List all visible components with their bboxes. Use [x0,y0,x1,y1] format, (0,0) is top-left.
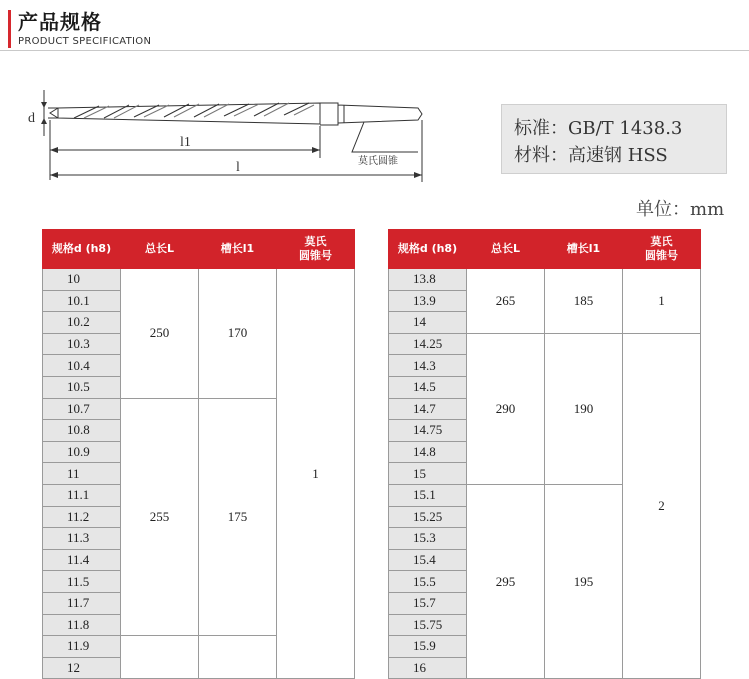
spec-table-left [42,229,355,679]
header-taper-line2: 圆锥号 [299,249,332,262]
diameter-cell: 15 [389,463,467,485]
header-total-length: 总长L [467,230,545,269]
standard-line: 标准：GB/T 1438.3 [514,118,683,139]
header-morse-taper [277,230,355,269]
header-morse-taper [623,230,701,269]
diameter-cell: 13.8 [389,269,467,291]
header-accent-bar [8,10,11,48]
page-header [0,0,749,52]
header-flute-length: 槽长l1 [545,230,623,269]
total-length-cell: 290 [467,333,545,484]
diameter-cell: 11.9 [43,636,121,658]
diameter-cell: 15.9 [389,636,467,658]
l-label: l [236,160,240,175]
diameter-cell: 10.2 [43,312,121,334]
diameter-cell: 14.8 [389,441,467,463]
header-divider [0,50,749,51]
diameter-cell: 14.25 [389,333,467,355]
diameter-cell: 15.1 [389,484,467,506]
total-length-cell: 250 [121,269,199,399]
diameter-cell: 11 [43,463,121,485]
flute-length-cell: 190 [545,333,623,484]
diameter-cell: 10.5 [43,376,121,398]
total-length-cell: 295 [467,484,545,678]
diameter-cell: 10.8 [43,420,121,442]
header-diameter: 规格d (h8) [389,230,467,269]
header-total-length: 总长L [121,230,199,269]
diameter-cell: 11.8 [43,614,121,636]
diameter-cell: 10.4 [43,355,121,377]
diameter-cell: 14.3 [389,355,467,377]
total-length-cell: 265 [467,269,545,334]
morse-taper-cell: 1 [623,269,701,334]
table-row [389,333,701,355]
diameter-cell: 12 [43,657,121,679]
diameter-cell: 14.7 [389,398,467,420]
diameter-cell: 15.75 [389,614,467,636]
header-flute-length: 槽长l1 [199,230,277,269]
flute-length-cell: 185 [545,269,623,334]
flute-length-cell: 170 [199,269,277,399]
unit-label: 单位：mm [636,199,725,220]
page-subtitle: PRODUCT SPECIFICATION [18,36,152,47]
diameter-cell: 13.9 [389,290,467,312]
taper-shank [320,103,422,125]
page-title: 产品规格 [18,10,102,34]
diameter-cell: 11.5 [43,571,121,593]
diameter-cell: 11.4 [43,549,121,571]
diameter-cell: 15.7 [389,592,467,614]
l1-label: l1 [180,135,191,150]
diameter-cell: 15.5 [389,571,467,593]
diameter-cell: 10 [43,269,121,291]
header-diameter: 规格d (h8) [43,230,121,269]
morse-taper-cell: 1 [277,269,355,679]
drill-outline [58,103,320,124]
diameter-cell: 11.2 [43,506,121,528]
flute-length-cell [199,636,277,679]
total-length-cell [121,636,199,679]
spec-table-right [388,229,701,679]
diameter-cell: 16 [389,657,467,679]
total-length-cell: 255 [121,398,199,636]
header-taper-line2: 圆锥号 [645,249,678,262]
table-row [43,269,355,291]
diameter-cell: 15.4 [389,549,467,571]
diameter-cell: 11.7 [43,592,121,614]
diameter-cell: 10.9 [43,441,121,463]
diameter-cell: 14.5 [389,376,467,398]
taper-label: 莫氏圆锥 [358,156,398,167]
flute-length-cell: 175 [199,398,277,636]
diameter-cell: 11.3 [43,528,121,550]
table-row [389,269,701,291]
standard-box [501,104,727,174]
diameter-cell: 10.7 [43,398,121,420]
d-label: d [28,111,35,126]
header-taper-line1: 莫氏 [650,235,673,248]
diameter-cell: 11.1 [43,484,121,506]
diameter-cell: 15.25 [389,506,467,528]
diameter-cell: 10.3 [43,333,121,355]
drill-diagram [14,78,444,188]
diameter-cell: 14.75 [389,420,467,442]
flute-length-cell: 195 [545,484,623,678]
header-taper-line1: 莫氏 [304,235,327,248]
morse-taper-cell: 2 [623,333,701,679]
material-line: 材料：高速钢 HSS [514,145,668,166]
diameter-cell: 15.3 [389,528,467,550]
drill-tip [50,108,58,118]
diameter-cell: 10.1 [43,290,121,312]
diameter-cell: 14 [389,312,467,334]
